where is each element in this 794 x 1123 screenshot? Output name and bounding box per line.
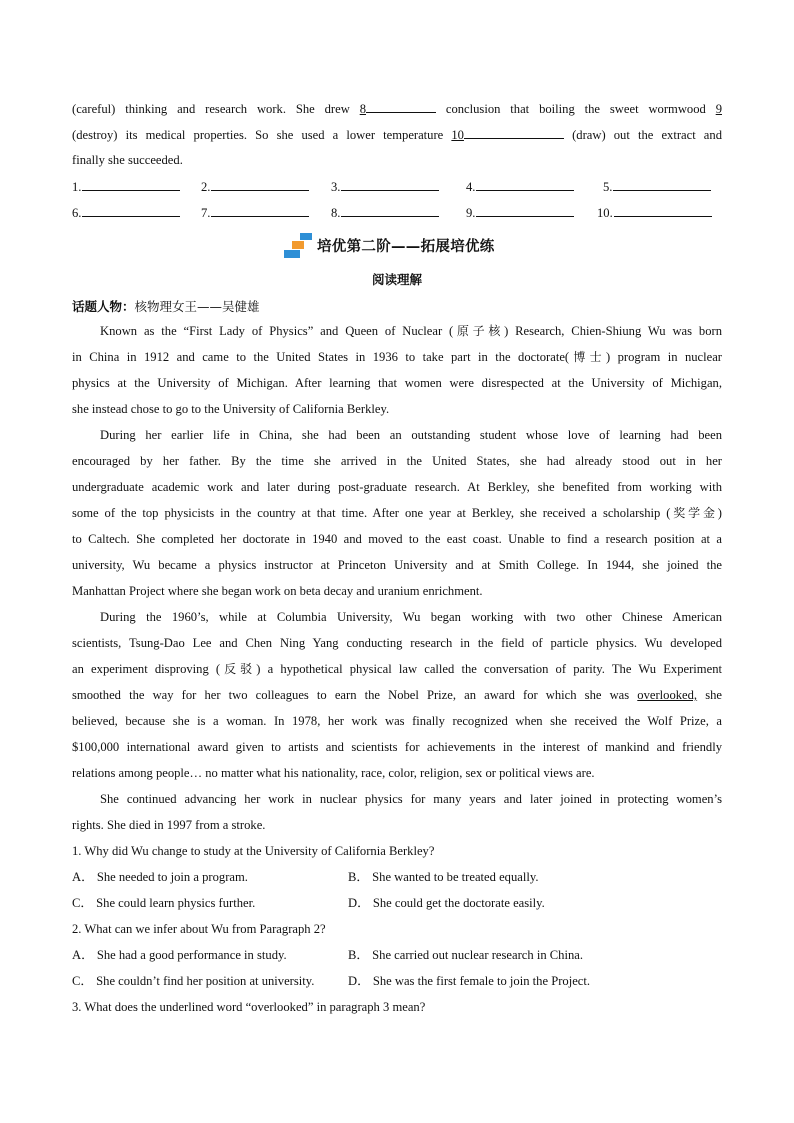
- topic-line: [72, 297, 260, 315]
- blank-8[interactable]: [366, 100, 436, 113]
- passage-p2-line-6: university, Wu became a physics instructor at Princeton University and at Smith College. In 1944, she joined the: [72, 558, 722, 572]
- q1-option-a[interactable]: A． She needed to join a program.: [72, 870, 248, 884]
- answer-blank-5[interactable]: 5.: [603, 178, 711, 196]
- passage-p2-line-2: encouraged by her father. By the time she arrived in the United States, she had already stood out in her: [72, 454, 722, 468]
- answer-blank-9[interactable]: 9.: [466, 204, 574, 222]
- intro-text: (draw) out the extract and: [563, 128, 722, 142]
- answer-blank-2[interactable]: 2.: [201, 178, 309, 196]
- passage-p4-line-2: rights. She died in 1997 from a stroke.: [72, 818, 266, 832]
- intro-line-1: [72, 100, 722, 118]
- section-heading: [284, 233, 524, 259]
- section-title: 培优第二阶——拓展培优练: [317, 239, 495, 255]
- passage-p1-line-3: physics at the University of Michigan. After learning that women were disrespected at the University of Michigan,: [72, 376, 722, 390]
- passage-p3-line-1: During the 1960’s, while at Columbia University, Wu began working with two other Chinese American: [100, 610, 722, 624]
- passage-p2-line-1: During her earlier life in China, she had been an outstanding student whose love of learning had been: [100, 428, 722, 442]
- q1-option-b[interactable]: B． She wanted to be treated equally.: [348, 870, 539, 884]
- passage-p3-line-3: an experiment disproving (反驳) a hypothetical physical law called the conversation of parity. The Wu Experiment: [72, 662, 722, 676]
- passage-p1-line-4: she instead chose to go to the University of California Berkley.: [72, 402, 390, 416]
- section-subtitle: 阅读理解: [371, 272, 422, 287]
- intro-line-3: finally she succeeded.: [72, 153, 183, 167]
- passage-p1-line-1: Known as the “First Lady of Physics” and Queen of Nuclear (原子核) Research, Chien-Shiung Wu was born: [100, 324, 722, 338]
- topic-label: 话题人物：: [72, 299, 135, 314]
- passage-p2-line-5: to Caltech. She completed her doctorate in 1940 and moved to the east coast. Unable to find a research position at a: [72, 532, 722, 546]
- answer-blank-6[interactable]: 6.: [72, 204, 180, 222]
- blank-10[interactable]: [464, 126, 564, 139]
- passage-p3-line-7: relations among people… no matter what his nationality, race, color, religion, sex or political views are.: [72, 766, 595, 780]
- q2-option-d[interactable]: D． She was the first female to join the Project.: [348, 974, 591, 988]
- intro-text: (destroy) its medical properties. So she used a lower temperature: [72, 128, 452, 142]
- q1-option-c[interactable]: C． She could learn physics further.: [72, 896, 256, 910]
- answer-blank-8[interactable]: 8.: [331, 204, 439, 222]
- question-1: 1. Why did Wu change to study at the University of California Berkley?: [72, 844, 435, 858]
- passage-p3-line-4: smoothed the way for her two colleagues to earn the Nobel Prize, an award for which she was overlooked, she: [72, 688, 722, 702]
- q1-option-d[interactable]: D． She could get the doctorate easily.: [348, 896, 545, 910]
- section-logo-icon: [284, 233, 314, 259]
- passage-p3-line-2: scientists, Tsung-Dao Lee and Chen Ning Yang conducting research in the field of particle physics. Wu developed: [72, 636, 722, 650]
- blank-label-9: 9: [715, 102, 722, 116]
- passage-p4-line-1: She continued advancing her work in nuclear physics for many years and later joined in protecting women’s: [100, 792, 722, 806]
- passage-p2-line-3: undergraduate academic work and later during post-graduate research. At Berkley, she benefited from working with: [72, 480, 722, 494]
- passage-p3-line-6: $100,000 international award given to artists and scientists for achievements in the interest of mankind and friendly: [72, 740, 722, 754]
- intro-line-2: [72, 126, 722, 144]
- answer-blank-3[interactable]: 3.: [331, 178, 439, 196]
- q2-option-b[interactable]: B． She carried out nuclear research in China.: [348, 948, 583, 962]
- question-2: 2. What can we infer about Wu from Paragraph 2?: [72, 922, 326, 936]
- blank-label-8: 8: [359, 102, 366, 116]
- answer-blank-1[interactable]: 1.: [72, 178, 180, 196]
- q2-option-a[interactable]: A． She had a good performance in study.: [72, 948, 287, 962]
- passage-p3-line-5: believed, because she is a woman. In 1978, her work was finally recognized when she received the Wolf Prize, a: [72, 714, 722, 728]
- intro-text: (careful) thinking and research work. She drew: [72, 102, 360, 116]
- passage-p2-line-7: Manhattan Project where she began work on beta decay and uranium enrichment.: [72, 584, 483, 598]
- intro-text: conclusion that boiling the sweet wormwood: [435, 102, 716, 116]
- answer-blank-7[interactable]: 7.: [201, 204, 309, 222]
- underlined-word-overlooked: overlooked,: [637, 688, 698, 702]
- answer-blank-4[interactable]: 4.: [466, 178, 574, 196]
- blank-label-10: 10: [451, 128, 464, 142]
- q2-option-c[interactable]: C． She couldn’t find her position at university.: [72, 974, 315, 988]
- topic-value: 核物理女王——吴健雄: [134, 299, 260, 314]
- question-3: 3. What does the underlined word “overlooked” in paragraph 3 mean?: [72, 1000, 426, 1014]
- passage-p2-line-4: some of the top physicists in the country at that time. After one year at Berkley, she received a scholarship (奖学金): [72, 506, 722, 520]
- passage-p1-line-2: in China in 1912 and came to the United States in 1936 to take part in the doctorate(博士) program in nuclear: [72, 350, 722, 364]
- answer-blank-10[interactable]: 10.: [597, 204, 712, 222]
